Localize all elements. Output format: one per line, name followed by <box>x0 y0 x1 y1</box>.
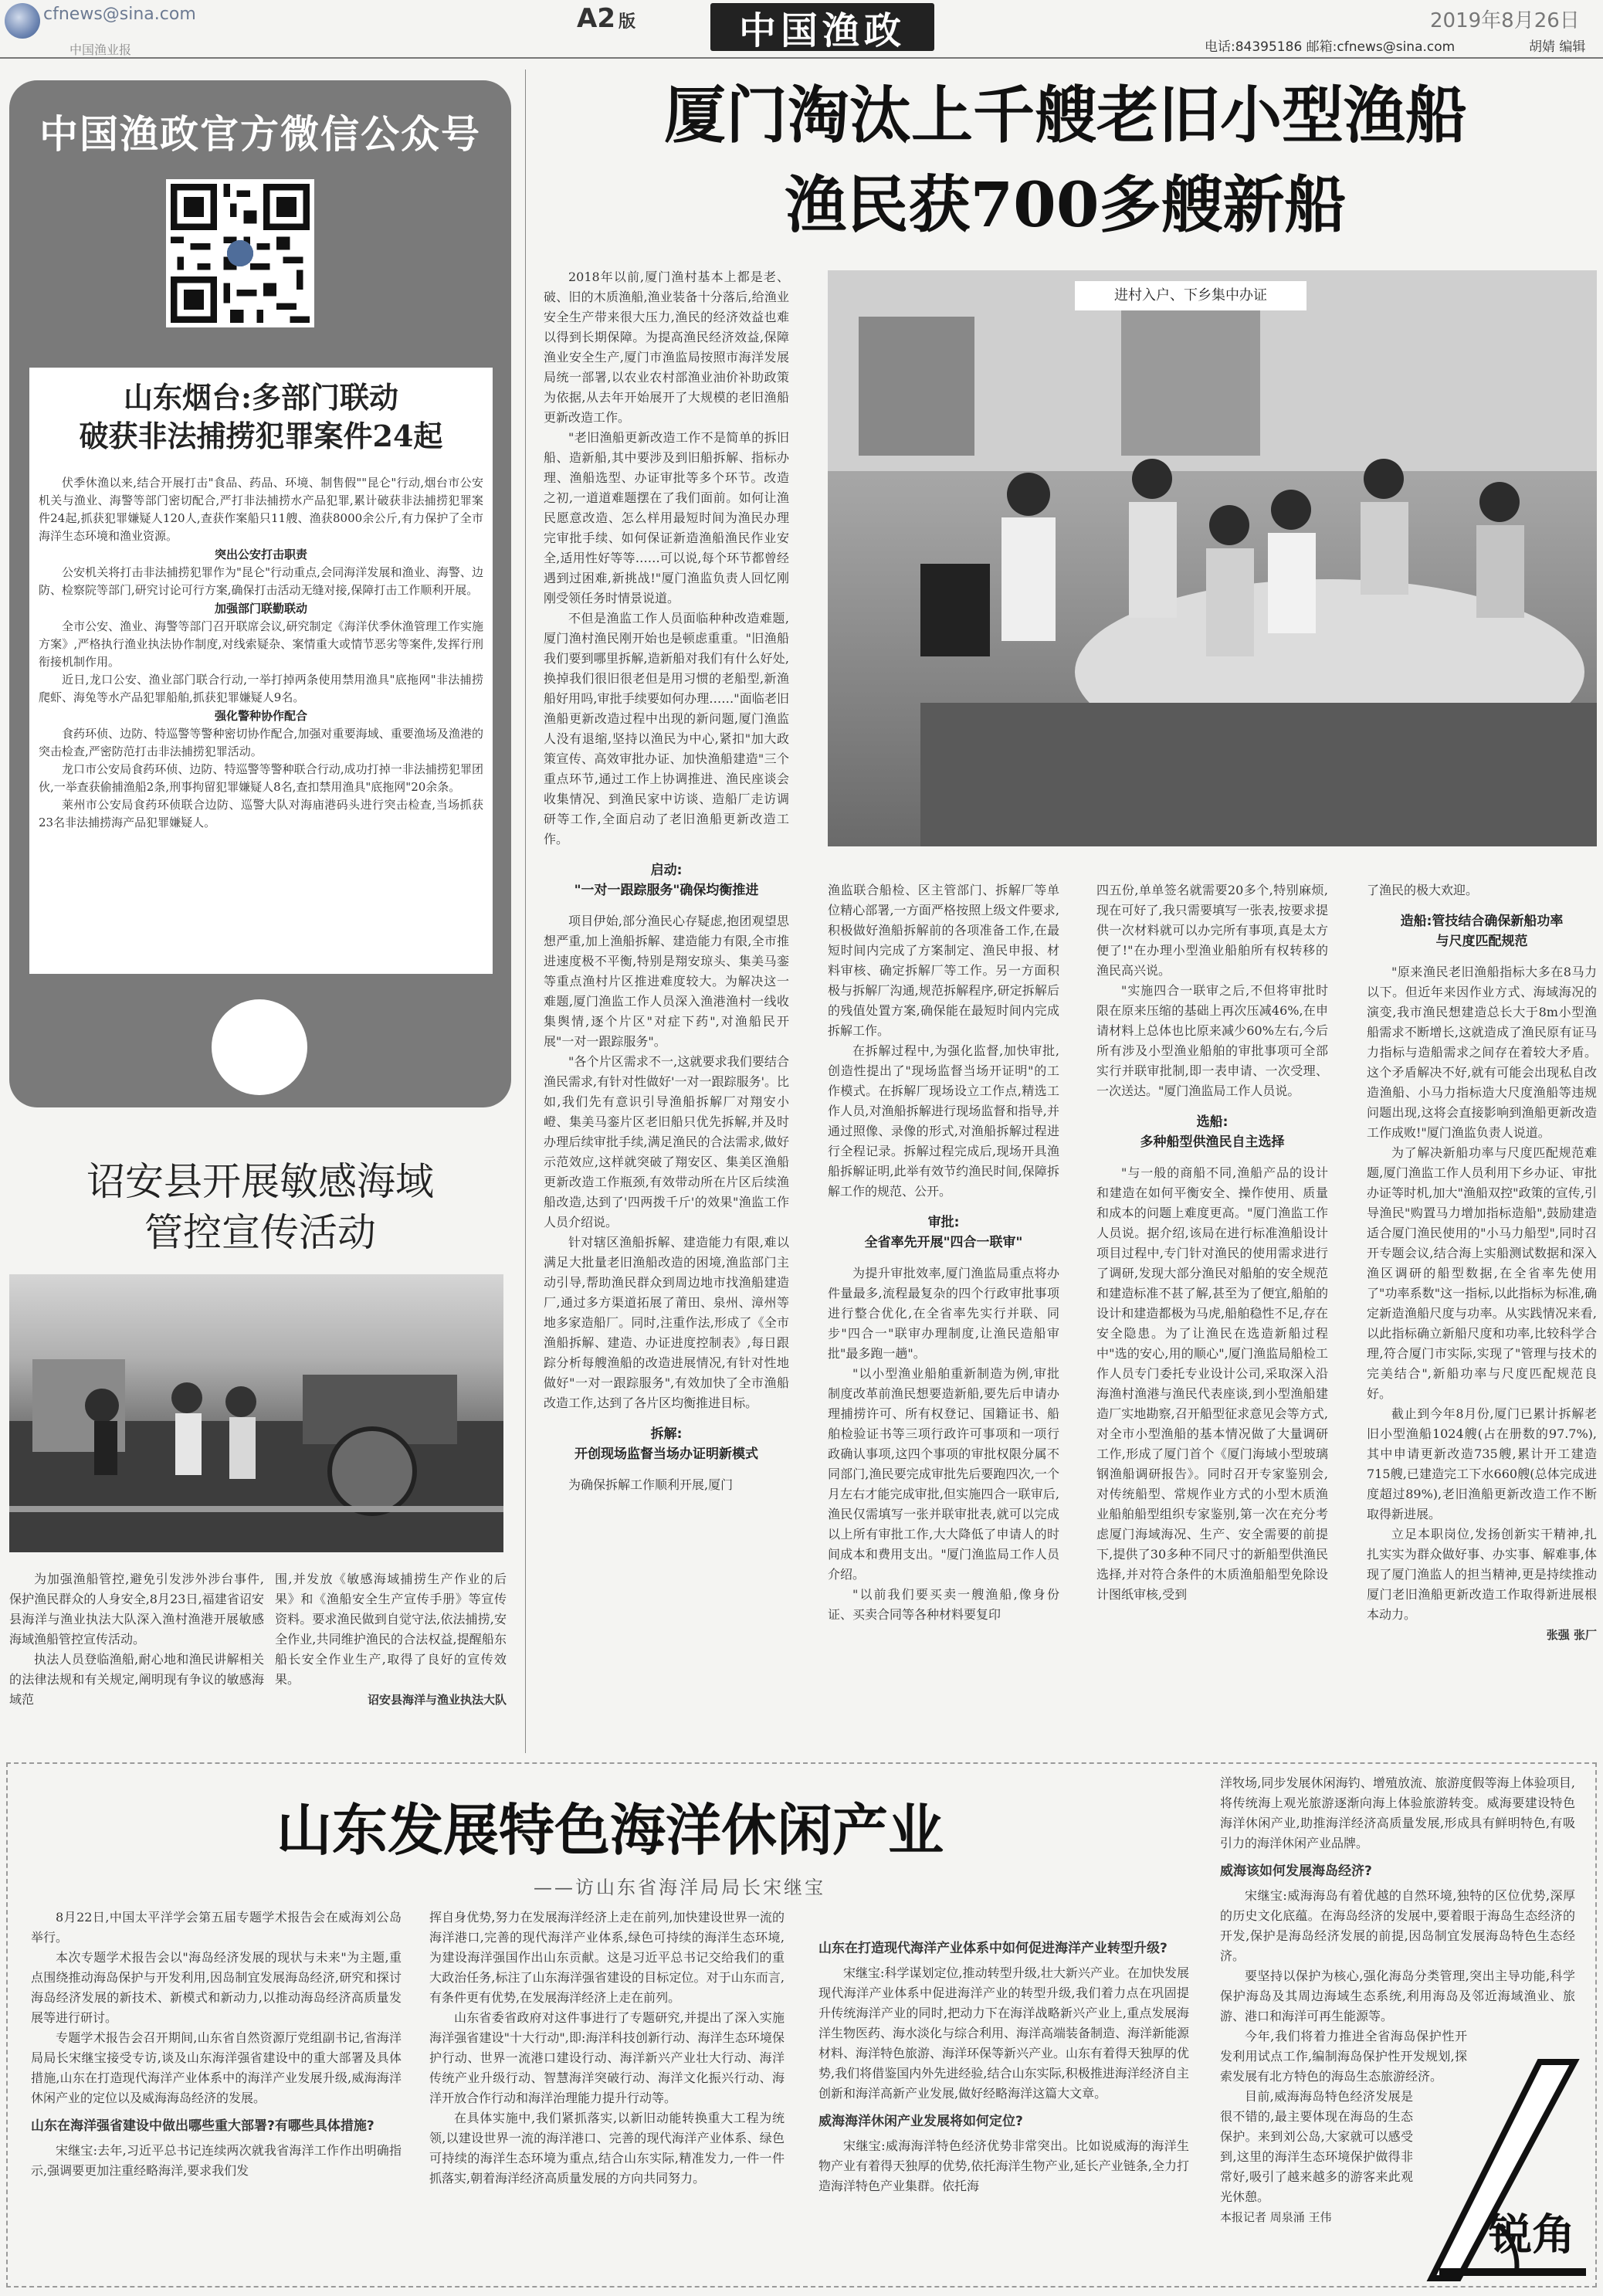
main-col2-p1: 渔监联合船检、区主管部门、拆解厂等单位精心部署,一方面严格按照上级文件要求,积极做好渔船拆解前的各项准备工作,在最短时间内完成了方案制定、渔民申报、材料审核、确定拆解厂等工作。另一方面积极与拆解厂沟通,规范拆解程序,研定拆解后的残值处置方案,确保能在最短时间内完成拆解工作。 <box>828 883 1059 1038</box>
bottom-c3-question-1: 山东在打造现代海洋产业体系中如何促进海洋产业转型升级? <box>818 1941 1168 1956</box>
main-col1-p4: 项目伊始,部分渔民心存疑虑,抱团观望思想严重,加上渔船拆解、建造能力有限,全市推进速度极不平衡,特别是翔安琼头、集美马銮等重点渔村片区推进难度较大。为解决这一难题,厦门渔监工作人员深入渔港渔村一线收集舆情,逐个片区"对症下药",对渔船民开展"一对一跟踪服务"。 <box>544 914 789 1049</box>
bottom-c4-answer-2: 要坚持以保护为核心,强化海岛分类管理,突出主导功能,科学保护海岛及其周边海域生态系统,利用海岛及邻近海域渔业、旅游、港口和海洋可再生能源等。 <box>1220 1969 1575 2023</box>
site-logo-icon <box>5 3 40 39</box>
photo-caption: 进村入户、下乡集中办证 <box>1075 281 1306 310</box>
wechat-banner-title: 中国渔政官方微信公众号 <box>39 112 481 157</box>
edition-number <box>577 3 635 34</box>
story-zhaoan-byline: 诏安县海洋与渔业执法大队 <box>367 1693 507 1707</box>
bottom-c1-p1: 8月22日,中国太平洋学会第五届专题学术报告会在威海刘公岛举行。 <box>31 1910 402 1945</box>
story-zhaoan-p3: 围,并发放《敏感海域捕捞生产作业的后果》和《渔船安全生产宣传手册》等宣传资料。要求渔民做到自觉守法,依法捕捞,安全作业,共同维护渔民的合法权益,提醒船东船长安全作业生产,取得了良好的宣传效果。 <box>275 1572 507 1687</box>
main-photo <box>828 270 1597 846</box>
bottom-c3-question-2: 威海海洋休闲产业发展将如何定位? <box>818 2114 1023 2129</box>
main-col4-p5: 立足本职岗位,发扬创新实干精神,扎扎实实为群众做好事、办实事、解难事,体现了厦门渔监人的担当精神,更是持续推动厦门老旧渔船更新改造工作取得新进展根本动力。 <box>1367 1527 1597 1622</box>
main-col2-p5: "以前我们要买卖一艘渔船,像身份证、买卖合同等各种材料要复印 <box>828 1587 1059 1622</box>
story-yantai-p2: 公安机关将打击非法捕捞犯罪作为"昆仑"行动重点,会同海洋发展和渔业、海警、边防、检察院等部门,研究讨论可行方案,确保打击活动无缝对接,保障打击工作顺利开展。 <box>39 565 483 597</box>
main-col4-sub1b: 与尺度匹配规范 <box>1435 934 1528 949</box>
story-yantai-head-3: 强化警种协作配合 <box>214 709 307 723</box>
main-col1-p7: 为确保拆解工作顺利开展,厦门 <box>568 1477 734 1492</box>
home-button-icon <box>212 999 307 1095</box>
bottom-c3-answer-2: 宋继宝:威海海洋特色经济优势非常突出。比如说威海的海洋生物产业有着得天独厚的优势,依托海洋生物产业,延长产业链条,全力打造海洋特色产业集群。依托海 <box>818 2138 1189 2193</box>
main-col1-sub2a: 拆解: <box>650 1426 683 1442</box>
story-yantai-p1: 伏季休渔以来,结合开展打击"食品、药品、环境、制售假""昆仑"行动,烟台市公安机关与渔业、海警等部门密切配合,严打非法捕捞水产品犯罪,累计破获非法捕捞犯罪案件24起,抓获犯罪嫌疑人120人,查获作案船只11艘、渔获8000余公斤,有力保护了全市海洋生态环境和渔业资源。 <box>39 476 483 543</box>
story-yantai-p3: 全市公安、渔业、海警等部门召开联席会议,研究制定《海洋伏季休渔管理工作实施方案》,严格执行渔业执法协作制度,对线索疑杂、案情重大或情节恶劣等案件,发挥行刑衔接机制作用。 <box>39 619 483 669</box>
story-yantai-p5: 食药环侦、边防、特巡警等警种密切协作配合,加强对重要海域、重要渔场及渔港的突击检查,严密防范打击非法捕捞犯罪活动。 <box>39 727 483 758</box>
main-col1-sub1b: "一对一跟踪服务"确保均衡推进 <box>574 883 759 898</box>
story-yantai-head-1: 突出公安打击职责 <box>214 548 307 561</box>
story-zhaoan-p1: 为加强渔船管控,避免引发涉外涉台事件,保护渔民群众的人身安全,8月23日,福建省诏安县海洋与渔业执法大队深入渔村渔港开展敏感海域渔船管控宣传活动。 <box>9 1572 264 1647</box>
main-col1-p5: "各个片区需求不一,这就要求我们要结合渔民需求,有针对性做好'一对一跟踪服务'。比如,我们先有意识引导渔船拆解厂对翔安小嶝、集美马銮片区老旧船只优先拆解,并及时办理后续审批手续,满足渔民的合法需求,做好示范效应,这样就突破了翔安区、集美区渔船更新改造工作瓶颈,有效带动所在片区后续渔船改造,达到了'四两拨千斤'的效果"渔监工作人员介绍说。 <box>544 1054 789 1229</box>
bottom-c2-p1: 挥自身优势,努力在发展海洋经济上走在前列,加快建设世界一流的海洋港口,完善的现代海洋产业体系,绿色可持续的海洋生态环境,为建设海洋强国作出山东贡献。这是习近平总书记交给我们的重大政治任务,标注了山东海洋强省建设的目标定位。对于山东而言,有条件更有优势,在发展海洋经济上走在前列。 <box>429 1910 785 2005</box>
site-email: cfnews@sina.com <box>43 5 196 24</box>
story-yantai-p4: 近日,龙口公安、渔业部门联合行动,一举打掉两条使用禁用渔具"底拖网"非法捕捞爬虾、海兔等水产品犯罪船舶,抓获犯罪嫌疑人9名。 <box>39 673 483 704</box>
bottom-c1-p2: 本次专题学术报告会以"海岛经济发展的现状与未来"为主题,重点围绕推动海岛保护与开发利用,因岛制宜发展海岛经济,研究和探讨海岛经济发展的新技术、新模式和新动力,以推动海岛经济高质量发展等进行研讨。 <box>31 1950 402 2025</box>
bottom-c1-question: 山东在海洋强省建设中做出哪些重大部署?有哪些具体措施? <box>31 2118 374 2134</box>
story-yantai-title-2: 破获非法捕捞犯罪案件24起 <box>79 419 443 453</box>
main-col2-p3: 为提升审批效率,厦门渔监局重点将办件量最多,流程最复杂的四个行政审批事项进行整合优化,在全省率先实行并联、同步"四合一"联审办理制度,让渔民造船审批"最多跑一趟"。 <box>828 1266 1059 1361</box>
bottom-c4-question: 威海该如何发展海岛经济? <box>1220 1864 1372 1879</box>
paper-name: 中国渔业报 <box>69 42 132 57</box>
main-headline-2: 渔民获700多艘新船 <box>785 168 1347 241</box>
main-col4-p3: 为了解决新船功率与尺度匹配规范难题,厦门渔监工作人员利用下乡办证、审批办证等时机,加大"渔船双控"政策的宣传,引导渔民"购置马力增加指标造船",鼓励建造适合厦门渔民使用的"小马力船型",同时召开专题会议,结合海上实船测试数据和深入渔区调研的船型数据,在全省率先使用了"功率系数"这一指标,以此指标为标准,确定新造渔船尺度与功率。从实践情况来看,以此指标确立新船尺度和功率,比较科学合理,符合厦门市实际,实现了"管理与技术的完美结合",新船功率与尺度匹配规范良好。 <box>1367 1145 1597 1401</box>
main-col2-p4: "以小型渔业船舶重新制造为例,审批制度改革前渔民想要造新船,要先后申请办理捕捞许可、所有权登记、国籍证书、船舶检验证书等三项行政许可事项和一项行政确认事项,这四个事项的审批权限分属不同部门,渔民要完成审批先后要跑四次,一个月左右才能完成审批,但实施四合一联审后,渔民仅需填写一张并联审批表,就可以完成以上所有审批工作,大大降低了申请人的时间成本和费用支出。"厦门渔监局工作人员介绍。 <box>828 1366 1059 1582</box>
bottom-headline: 山东发展特色海洋休闲产业 <box>276 1797 944 1863</box>
main-col4-p2: "原来渔民老旧渔船指标大多在8马力以下。但近年来因作业方式、海域海况的演变,我市渔民想建造总长大于8m小型渔船需求不断增长,这就造成了渔民原有证马力指标与造船需求之间存在着较大矛盾。这个矛盾解决不好,就有可能会出现私自改造渔船、小马力指标造大尺度渔船等违规问题出现,这将会直接影响到渔船更新改造工作成败!"厦门渔监负责人说道。 <box>1367 965 1597 1140</box>
main-col4-p4: 截止到今年8月份,厦门已累计拆解老旧小型渔船1024艘(占在册数的97.7%),其中申请更新改造735艘,累计开工建造715艘,已建造完工下水660艘(总体完成进度超过89%),老旧渔船更新改造工作不断取得新进展。 <box>1367 1406 1597 1521</box>
story-zhaoan-p2: 执法人员登临渔船,耐心地和渔民讲解相关的法律法规和有关规定,阐明现有争议的敏感海域范 <box>9 1652 264 1707</box>
edition-label: A2 <box>577 3 615 34</box>
edition-suffix: 版 <box>618 12 635 32</box>
bottom-c2-p3: 在具体实施中,我们紧抓落实,以新旧动能转换重大工程为统领,以建设世界一流的海洋港口、完善的现代海洋产业体系、绿色可持续的海洋生态环境为重点,结合山东实际,精准发力,一件一件抓落实,朝着海洋经济高质量发展的方向共同努力。 <box>429 2111 785 2186</box>
bottom-c1-answer: 宋继宝:去年,习近平总书记连续两次就我省海洋工作作出明确指示,强调要更加注重经略海洋,要求我们发 <box>31 2143 402 2178</box>
main-headline-1: 厦门淘汰上千艘老旧小型渔船 <box>664 79 1467 151</box>
main-col1-p3: 不但是渔监工作人员面临种种改造难题,厦门渔村渔民刚开始也是顿虑重重。"旧渔船我们要到哪里拆解,造新船对我们有什么好处,换掉我们很旧很老但是用习惯的老船型,新渔船好用吗,审批手续要如何办理……"面临老旧渔船更新改造过程中出现的新问题,厦门渔监人没有退缩,坚持以渔民为中心,紧扣"加大政策宣传、高效审批办证、加快渔船建造"三个重点环节,通过工作上协调推进、渔民座谈会收集情况、到渔民家中访谈、造船厂走访调研等工作,全面启动了老旧渔船更新改造工作。 <box>544 611 789 846</box>
section-banner <box>710 3 934 51</box>
main-col1-sub1a: 启动: <box>650 863 683 878</box>
issue-date: 2019年8月26日 <box>1430 9 1580 32</box>
main-col3-sub1a: 选船: <box>1196 1114 1229 1130</box>
story-zhaoan-title-1: 诏安县开展敏感海域 <box>86 1159 434 1204</box>
story-yantai-head-2: 加强部门联勤联动 <box>214 602 307 616</box>
main-col2-p2: 在拆解过程中,为强化监督,加快审批,创造性提出了"现场监督当场开证明"的工作模式。在拆解厂现场设立工作点,精选工作人员,对渔船拆解进行现场监督和指导,并通过照像、录像的形式,对渔船拆解过程进行全程记录。拆解过程完成后,现场开具渔船拆解证明,此举有效节约渔民时间,保障拆解工作的规范、公开。 <box>828 1043 1059 1199</box>
bottom-c4-answer-3: 今年,我们将着力推进全省海岛保护性开发利用试点工作,编制海岛保护性开发规划,探索发展有北方特色的海岛生态旅游经济。 <box>1220 2029 1467 2084</box>
main-col3-p2: "实施四合一联审之后,不但将审批时限在原来压缩的基础上再次压减46%,在申请材料上总体也比原来减少60%左右,今后所有涉及小型渔业船舶的审批事项可全部实行并联审批制,即一表申请、一次受理、一次送达。"厦门渔监局工作人员说。 <box>1096 983 1328 1098</box>
main-byline: 张强 张厂 <box>1546 1628 1597 1642</box>
story-yantai-title-1: 山东烟台:多部门联动 <box>123 380 399 415</box>
bottom-c1-p3: 专题学术报告会召开期间,山东省自然资源厅党组副书记,省海洋局局长宋继宝接受专访,谈及山东海洋强省建设中的重大部署及具体措施,山东在打造现代海洋产业体系中的海洋产业发展升级,威海海洋休闲产业的定位以及威海海岛经济的发展。 <box>31 2030 402 2105</box>
contact-info: 电话:84395186 邮箱:cfnews@sina.com <box>1205 39 1456 55</box>
office-scene-icon <box>828 270 1597 846</box>
bottom-c3-answer-1: 宋继宝:科学谋划定位,推动转型升级,壮大新兴产业。在加快发展现代海洋产业体系中促进海洋产业的转型升级,我们着力点在巩固提升传统海洋产业的同时,把动力下在海洋战略新兴产业上,重点发展海洋生物医药、海水淡化与综合利用、海洋高端装备制造、海洋新能源材料、海洋特色旅游、海洋环保等新兴产业。山东有着得天独厚的优势,我们将借鉴国内外先进经验,结合山东实际,积极推进海洋经济自主创新和海洋高新产业发展,做好经略海洋这篇大文章。 <box>818 1965 1190 2101</box>
boat-scene-icon <box>9 1274 503 1552</box>
story-zhaoan-title-2: 管控宣传活动 <box>144 1210 376 1255</box>
main-col1-sub2b: 开创现场监督当场办证明新模式 <box>574 1446 758 1462</box>
main-col1-p6: 针对辖区渔船拆解、建造能力有限,难以满足大批量老旧渔船改造的困境,渔监部门主动引导,帮助渔民群众到周边地市找渔船建造厂,通过多方渠道拓展了莆田、泉州、漳州等地多家造船厂。同时,注重作法,形成了《全市渔船拆解、建造、办证进度控制表》,每日跟踪分析每艘渔船的改造进展情况,有针对性地做好"一对一跟踪服务",有效加快了全市渔船改造工作,达到了各片区均衡推进目标。 <box>544 1235 789 1410</box>
header-rule <box>0 57 1603 59</box>
story-zhaoan-photo <box>9 1274 503 1552</box>
wechat-promo-panel <box>9 80 511 1107</box>
main-col3-p3: "与一般的商船不同,渔船产品的设计和建造在如何平衡安全、操作使用、质量和成本的问题上难度更高。"厦门渔监工作人员说。据介绍,该局在进行标准渔船设计项目过程中,专门针对渔民的使用需求进行了调研,发现大部分渔民对船舶的安全规范和建造标准不甚了解,甚至为了便宜,船舶的设计和建造都极为马虎,船舶稳性不足,存在安全隐患。为了让渔民在选造新船过程中"选的安心,用的顺心",厦门渔监局船检工作人员专门委托专业设计公司,采取深入沿海渔村渔港与渔民代表座谈,到小型渔船建造厂实地勘察,召开船型征求意见会等方式,对全市小型渔船的基本情况做了大量调研工作,形成了厦门首个《厦门海域小型玻璃钢渔船调研报告》。同时召开专家鉴别会,对传统船型、常规作业方式的小型木质渔业船舶船型组织专家鉴别,第一次在充分考虑厦门海域海况、生产、安全需要的前提下,提供了30多种不同尺寸的新船型供渔民选择,并对符合条件的木质渔船船型免除设计图纸审核,受到 <box>1096 1165 1328 1602</box>
main-col1-p2: "老旧渔船更新改造工作不是简单的拆旧船、造新船,其中要涉及到旧船拆解、指标办理、渔船选型、办证审批等多个环节。改造之初,一道道难题摆在了我们面前。如何让渔民愿意改造、怎么样用最短时间为渔民办理完审批手续、如何保证新造渔船渔民作业安全,适用性好等等……可以说,每个环节都曾经遇到过困难,新挑战!"厦门渔监负责人回忆刚刚受领任务时情景说道。 <box>544 430 789 605</box>
main-col4-sub1a: 造船:管技结合确保新船功率 <box>1400 914 1564 929</box>
story-yantai <box>29 368 493 974</box>
editor-credit: 胡婧 编辑 <box>1529 39 1586 55</box>
main-col4-p1: 了渔民的极大欢迎。 <box>1367 883 1479 897</box>
bottom-c4-answer-4: 目前,威海海岛特色经济发展是很不错的,最主要体现在海岛的生态保护。来到刘公岛,大家就可以感受到,这里的海洋生态环境保护做得非常好,吸引了越来越多的游客来此观光休憩。 <box>1220 2089 1413 2204</box>
column-divider <box>525 70 526 1753</box>
corner-label: 锐角 <box>1489 2210 1575 2260</box>
story-yantai-p6: 龙口市公安局食药环侦、边防、特巡警等警种联合行动,成功打掉一非法捕捞犯罪团伙,一举查获偷捕渔船2条,刑事拘留犯罪嫌疑人8名,查扣禁用渔具"底拖网"20余条。 <box>39 762 483 794</box>
main-col3-p1: 四五份,单单签名就需要20多个,特别麻烦,现在可好了,我只需要填写一张表,按要求提供一次材料就可以办完所有事项,真是太方便了!"在办理小型渔业船舶所有权转移的渔民高兴说。 <box>1096 883 1328 978</box>
story-yantai-p7: 莱州市公安局食药环侦联合边防、巡警大队对海庙港码头进行突击检查,当场抓获23名非法捕捞海产品犯罪嫌疑人。 <box>39 798 483 829</box>
bottom-byline: 本报记者 周泉涌 王伟 <box>1220 2210 1332 2224</box>
qr-code-icon[interactable] <box>166 179 314 327</box>
main-col1-p1: 2018年以前,厦门渔村基本上都是老、破、旧的木质渔船,渔业装备十分落后,给渔业安全生产带来很大压力,渔民的经济效益也难以得到长期保障。为提高渔民经济效益,保障渔业安全生产,厦门市渔监局按照市海洋发展局统一部署,以农业农村部渔业油价补助政策为依据,从去年开始展开了大规模的老旧渔船更新改造工作。 <box>544 270 789 425</box>
bottom-c2-p2: 山东省委省政府对这件事进行了专题研究,并提出了深入实施海洋强省建设"十大行动",即:海洋科技创新行动、海洋生态环境保护行动、世界一流港口建设行动、海洋新兴产业壮大行动、海洋传统产业升级行动、智慧海洋突破行动、海洋文化振兴行动、海洋开放合作行动和海洋治理能力提升行动等。 <box>429 2010 785 2105</box>
bottom-c4-answer-1: 宋继宝:威海海岛有着优越的自然环境,独特的区位优势,深厚的历史文化底蕴。在海岛经济的发展中,要着眼于海岛生态经济的开发,保护是海岛经济发展的前提,因岛制宜发展海岛特色生态经济。 <box>1220 1888 1575 1963</box>
bottom-subtitle: ——访山东省海洋局局长宋继宝 <box>534 1877 825 1898</box>
corner-angle-logo <box>1424 2054 1594 2286</box>
main-col2-sub1b: 全省率先开展"四合一联审" <box>864 1235 1023 1250</box>
main-col2-sub1a: 审批: <box>927 1215 960 1230</box>
bottom-c4-p1: 洋牧场,同步发展休闲海钓、增殖放流、旅游度假等海上体验项目,将传统海上观光旅游逐渐向海上体验旅游转变。威海要建设特色海洋休闲产业,助推海洋经济高质量发展,形成具有鲜明特色,有吸引力的海洋休闲产业品牌。 <box>1220 1775 1575 1850</box>
main-col3-sub1b: 多种船型供渔民自主选择 <box>1140 1134 1285 1150</box>
section-title: 中国渔政 <box>738 8 906 53</box>
